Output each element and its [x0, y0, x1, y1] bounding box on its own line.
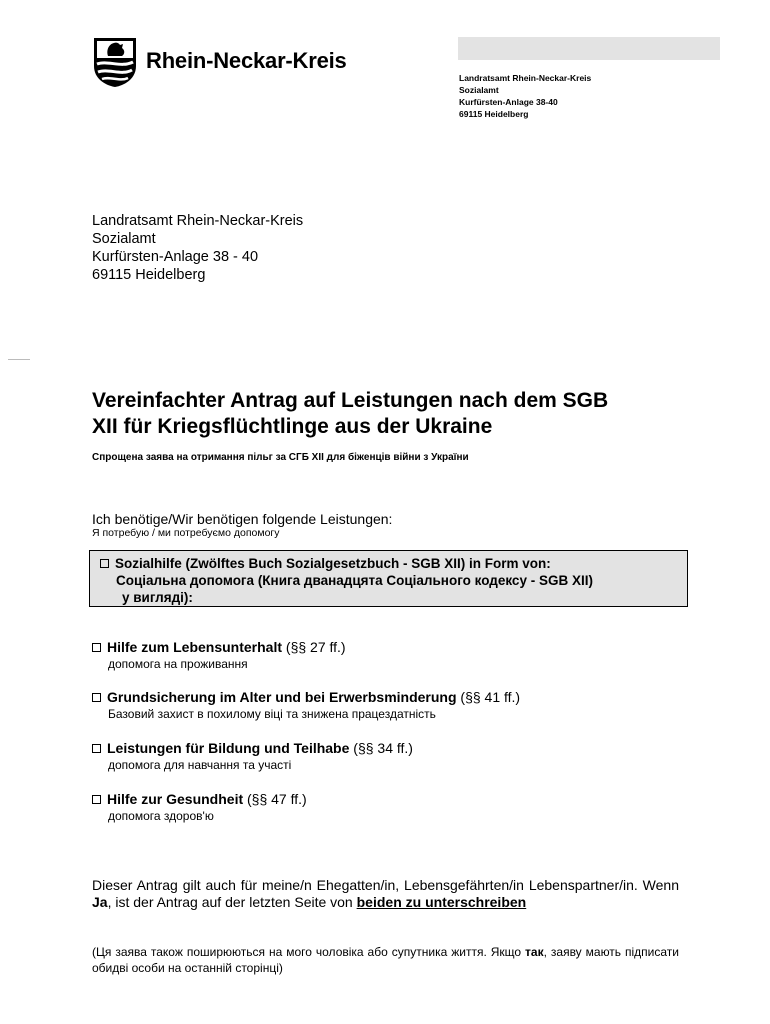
option-ref: (§§ 27 ff.): [282, 639, 346, 655]
option-label: Grundsicherung im Alter und bei Erwerbsminderung: [107, 689, 457, 705]
note-text: Dieser Antrag gilt auch für meine/n Ehegatten/in, Lebensgefährten/in Lebenspartner/in. Wenn: [92, 877, 679, 893]
sender-line: Kurfürsten-Anlage 38-40: [459, 97, 558, 107]
intro-ukrainian: Я потребую / ми потребуємо допомогу: [92, 527, 280, 539]
address-line: Kurfürsten-Anlage 38 - 40: [92, 249, 259, 265]
title-line: Vereinfachter Antrag auf Leistungen nach dem SGB: [92, 389, 609, 412]
option-ref: (§§ 41 ff.): [456, 689, 521, 705]
option-uk: допомога для навчання та участі: [108, 758, 292, 772]
coat-of-arms-icon: [92, 36, 138, 88]
main-option-box: [89, 550, 688, 607]
sender-block: [459, 72, 591, 120]
option-item: [92, 689, 520, 722]
note-uk-bold: так: [525, 945, 544, 959]
note-uk-text: (Ця заява також поширюються на мого чоловіка або супутника життя. Якщо: [92, 945, 526, 959]
partner-note-ukrainian: [92, 944, 679, 976]
option-label: Hilfe zur Gesundheit: [107, 791, 244, 807]
sender-line: 69115 Heidelberg: [459, 109, 529, 119]
subtitle-ukrainian: Спрощена заява на отримання пільг за СГБ XII для біженців війни з України: [92, 452, 469, 463]
intro-german: Ich benötige/Wir benötigen folgende Leistungen:: [92, 511, 393, 527]
main-option-line: [100, 555, 593, 572]
main-option-uk-line: Соціальна допомога (Книга дванадцята Соціального кодексу - SGB XII): [116, 573, 593, 588]
fold-mark: [8, 359, 30, 360]
option-item: [92, 791, 307, 824]
partner-note-german: [92, 877, 679, 911]
address-line: Sozialamt: [92, 231, 156, 247]
option-checkbox[interactable]: [92, 693, 101, 702]
option-label: Leistungen für Bildung und Teilhabe: [107, 740, 350, 756]
main-option-uk-line: у вигляді):: [122, 590, 193, 605]
brand-name: Rhein-Neckar-Kreis: [146, 48, 347, 73]
option-checkbox[interactable]: [92, 744, 101, 753]
note-bold: Ja: [92, 894, 108, 910]
option-uk: допомога на проживання: [108, 657, 248, 671]
option-checkbox[interactable]: [92, 643, 101, 652]
address-line: 69115 Heidelberg: [92, 267, 206, 283]
rhein-neckar-kreis-logo: [92, 36, 362, 92]
sender-line: Landratsamt Rhein-Neckar-Kreis: [459, 73, 592, 83]
option-item: [92, 639, 346, 672]
option-label: Hilfe zum Lebensunterhalt: [107, 639, 283, 655]
option-uk: Базовий захист в похилому віці та знижена працездатність: [108, 707, 436, 721]
note-uk-text: , заяву мають підписати обидві особи на останній сторінці): [92, 945, 679, 975]
note-underline: beiden zu unterschreiben: [356, 894, 527, 910]
main-option-label: Sozialhilfe (Zwölftes Buch Sozialgesetzbuch - SGB XII) in Form von:: [115, 556, 551, 571]
sender-line: Sozialamt: [459, 85, 499, 95]
recipient-address: [92, 212, 303, 284]
note-text: , ist der Antrag auf der letzten Seite von: [107, 894, 357, 910]
option-uk: допомога здоров'ю: [108, 809, 214, 823]
address-line: Landratsamt Rhein-Neckar-Kreis: [92, 213, 304, 229]
sozialhilfe-checkbox[interactable]: [100, 559, 109, 568]
option-item: [92, 740, 413, 773]
title-line: XII für Kriegsflüchtlinge aus der Ukraine: [92, 415, 493, 438]
header-gray-bar: [458, 37, 720, 60]
option-ref: (§§ 47 ff.): [243, 791, 307, 807]
option-checkbox[interactable]: [92, 795, 101, 804]
page-title: [92, 388, 687, 440]
option-ref: (§§ 34 ff.): [349, 740, 413, 756]
